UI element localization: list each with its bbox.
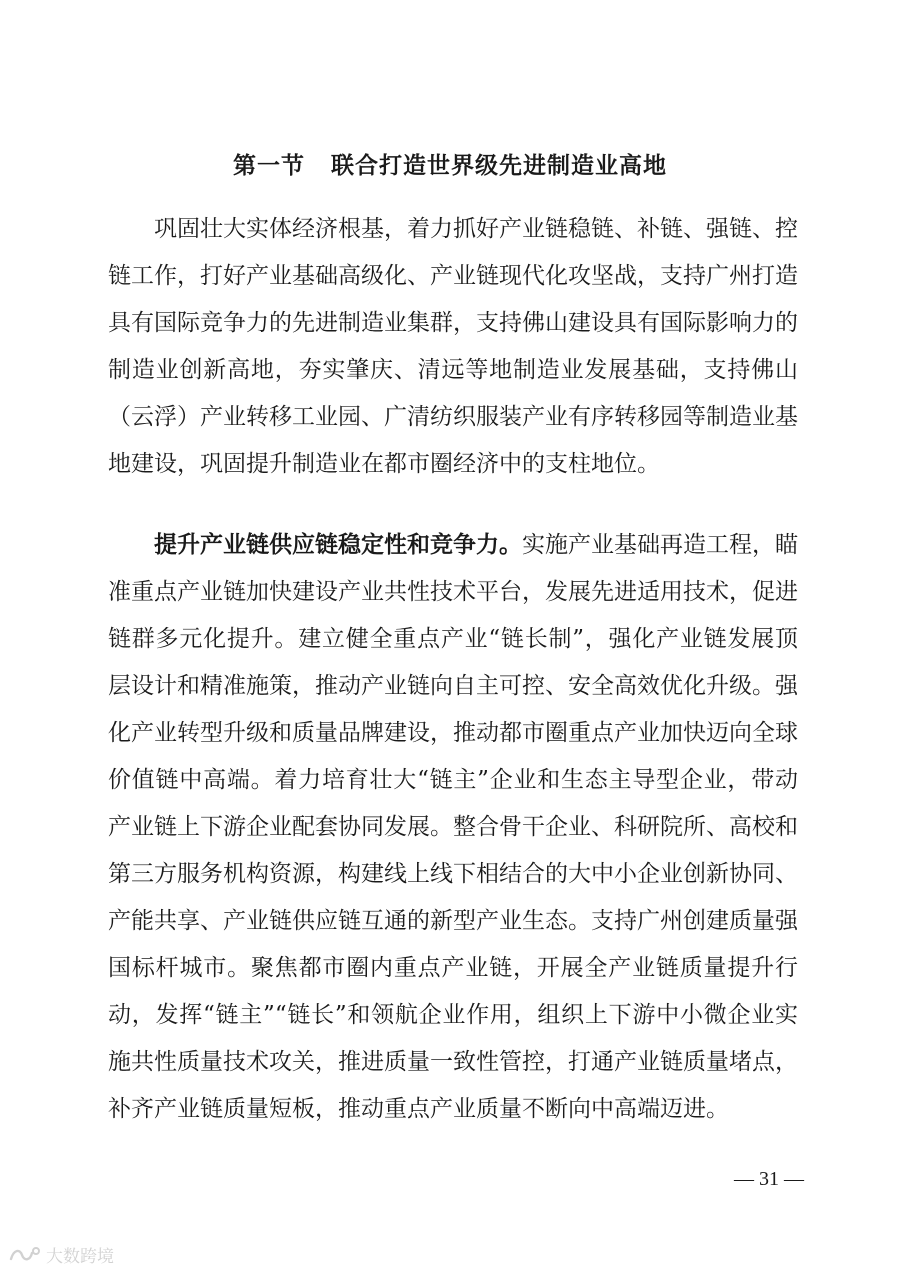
- watermark-logo-icon: [8, 1245, 42, 1265]
- section-title-text: 联合打造世界级先进制造业高地: [331, 153, 667, 179]
- paragraph-1-text: 巩固壮大实体经济根基，着力抓好产业链稳链、补链、强链、控链工作，打好产业基础高级化、产业链现代化攻坚战，支持广州打造具有国际竞争力的先进制造业集群，支持佛山建设具有国际影响力的制造业创新高地，夯实肇庆、清远等地制造业发展基础，支持佛山（云浮）产业转移工业园、广清纺织服装产业有序转移园等制造业基地建设，巩固提升制造业在都市圈经济中的支柱地位。: [108, 216, 798, 477]
- watermark: [8, 1242, 114, 1267]
- watermark-text: 大数跨境: [46, 1247, 114, 1267]
- section-title: [0, 150, 900, 182]
- paragraph-2: [108, 522, 798, 1133]
- paragraph-1: [108, 206, 798, 488]
- section-number: 第一节: [233, 153, 305, 179]
- paragraph-2-lead: 提升产业链供应链稳定性和竞争力。: [154, 532, 522, 558]
- paragraph-2-text: 实施产业基础再造工程，瞄准重点产业链加快建设产业共性技术平台，发展先进适用技术，促进链群多元化提升。建立健全重点产业“链长制”，强化产业链发展顶层设计和精准施策，推动产业链向自主可控、安全高效优化升级。强化产业转型升级和质量品牌建设，推动都市圈重点产业加快迈向全球价值链中高端。着力培育壮大“链主”企业和生态主导型企业，带动产业链上下游企业配套协同发展。整合骨干企业、科研院所、高校和第三方服务机构资源，构建线上线下相结合的大中小企业创新协同、产能共享、产业链供应链互通的新型产业生态。支持广州创建质量强国标杆城市。聚焦都市圈内重点产业链，开展全产业链质量提升行动，发挥“链主”“链长”和领航企业作用，组织上下游中小微企业实施共性质量技术攻关，推进质量一致性管控，打通产业链质量堵点，补齐产业链质量短板，推动重点产业质量不断向中高端迈进。: [108, 532, 798, 1122]
- page-number: — 31 —: [734, 1168, 804, 1190]
